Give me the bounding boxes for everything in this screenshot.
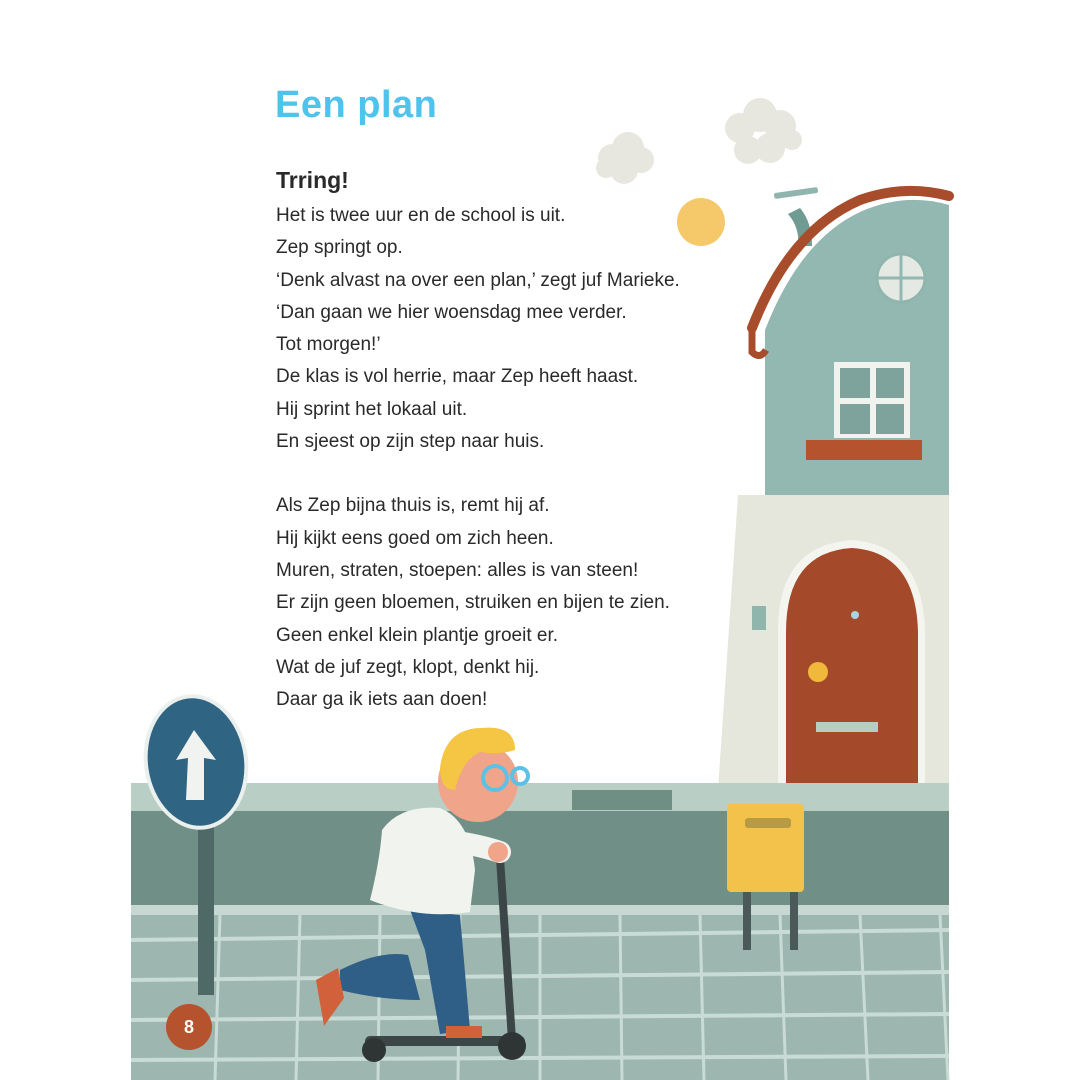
text-line: ‘Dan gaan we hier woensdag mee verder. bbox=[276, 301, 627, 323]
paragraph-1 bbox=[276, 200, 756, 458]
text-line: ‘Denk alvast na over een plan,’ zegt juf Marieke. bbox=[276, 269, 680, 291]
subheading: Trring! bbox=[276, 167, 349, 193]
text-line: Wat de juf zegt, klopt, denkt hij. bbox=[276, 656, 540, 678]
paragraph-gap bbox=[276, 458, 756, 490]
text-line: Muren, straten, stoepen: alles is van steen! bbox=[276, 559, 639, 581]
text-line: En sjeest op zijn step naar huis. bbox=[276, 431, 545, 453]
text-line: Hij sprint het lokaal uit. bbox=[276, 398, 468, 420]
text-line: Daar ga ik iets aan doen! bbox=[276, 689, 488, 711]
chapter-title: Een plan bbox=[275, 84, 438, 126]
text-line: Het is twee uur en de school is uit. bbox=[276, 205, 566, 226]
text-line: Hij kijkt eens goed om zich heen. bbox=[276, 527, 554, 549]
text-line: Zep springt op. bbox=[276, 237, 403, 259]
text-line: Tot morgen!’ bbox=[276, 334, 381, 356]
text-line: Geen enkel klein plantje groeit er. bbox=[276, 624, 559, 646]
page-number: 8 bbox=[183, 1016, 194, 1037]
text-line: Er zijn geen bloemen, struiken en bijen te zien. bbox=[276, 592, 670, 614]
page-number-badge bbox=[166, 1004, 212, 1050]
street-scene bbox=[131, 783, 949, 1080]
text-line: De klas is vol herrie, maar Zep heeft haast. bbox=[276, 366, 639, 388]
text-line: Als Zep bijna thuis is, remt hij af. bbox=[276, 495, 550, 517]
paragraph-2 bbox=[276, 490, 756, 716]
story-text bbox=[276, 162, 756, 716]
cloud-icon bbox=[725, 98, 802, 164]
